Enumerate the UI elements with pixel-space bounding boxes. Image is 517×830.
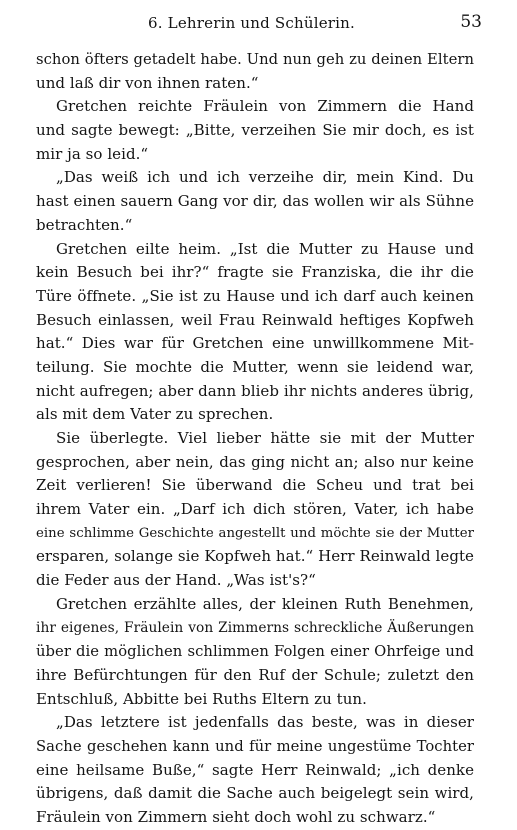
text-line: Zeit verlieren! Sie überwand die Scheu und trat bei: [36, 476, 474, 495]
text-line: „Das letztere ist jedenfalls das beste, was in dieser: [56, 713, 474, 732]
text-line: Gretchen reichte Fräulein von Zimmern die Hand: [56, 97, 474, 116]
text-line: und sagte bewegt: „Bitte, verzeihen Sie mir doch, es ist: [36, 121, 474, 140]
page-header: [36, 12, 482, 36]
text-line: Gretchen erzählte alles, der kleinen Ruth Benehmen,: [56, 594, 474, 613]
text-line: Sache geschehen kann und für meine ungestüme Tochter: [36, 737, 474, 755]
text-line: Besuch einlassen, weil Frau Reinwald heftiges Kopfweh: [36, 310, 474, 329]
text-line: nicht aufregen; aber dann blieb ihr nichts anderes übrig,: [36, 381, 474, 400]
text-line: ihrem Vater ein. „Darf ich dich stören, Vater, ich habe: [36, 500, 474, 519]
text-line: hat.“ Dies war für Gretchen eine unwillkommene Mit-: [36, 334, 474, 353]
text-line: Türe öffnete. „Sie ist zu Hause und ich darf auch keinen: [36, 286, 474, 305]
text-line: Entschluß, Abbitte bei Ruths Eltern zu tun.: [36, 689, 367, 708]
text-line: Gretchen eilte heim. „Ist die Mutter zu Hause und: [56, 239, 474, 258]
text-line: gesprochen, aber nein, das ging nicht an; also nur keine: [36, 452, 474, 471]
text-line: „Das weiß ich und ich verzeihe dir, mein Kind. Du: [56, 168, 474, 187]
text-line: teilung. Sie mochte die Mutter, wenn sie leidend war,: [36, 357, 474, 376]
text-line: als mit dem Vater zu sprechen.: [36, 405, 274, 424]
text-line: übrigens, daß damit die Sache auch beigelegt sein wird,: [36, 784, 474, 803]
text-line: die Feder aus der Hand. „Was ist's?“: [36, 571, 316, 590]
page-number: 53: [460, 12, 482, 32]
text-line: über die möglichen schlimmen Folgen einer Ohrfeige und: [36, 643, 474, 661]
text-line: eine heilsame Buße,“ sagte Herr Reinwald; „ich denke: [36, 760, 474, 779]
text-line: eine schlimme Geschichte angestellt und möchte sie der Mutter: [36, 525, 474, 541]
text-line: und laß dir von ihnen raten.“: [36, 73, 259, 92]
text-line: ihre Befürchtungen für den Ruf der Schule; zuletzt den: [36, 665, 474, 684]
text-line: ersparen, solange sie Kopfweh hat.“ Herr Reinwald legte: [36, 547, 474, 566]
text-line: hast einen sauern Gang vor dir, das wollen wir als Sühne: [36, 192, 474, 211]
running-title: 6. Lehrerin und Schülerin.: [148, 14, 355, 32]
text-line: betrachten.“: [36, 215, 133, 234]
text-line: kein Besuch bei ihr?“ fragte sie Franziska, die ihr die: [36, 263, 474, 282]
text-line: Fräulein von Zimmern sieht doch wohl zu schwarz.“: [36, 808, 436, 826]
text-line: ihr eigenes, Fräulein von Zimmerns schreckliche Äußerungen: [36, 619, 474, 636]
text-line: mir ja so leid.“: [36, 144, 149, 163]
body-text: [36, 48, 474, 830]
text-line: Sie überlegte. Viel lieber hätte sie mit der Mutter: [56, 429, 474, 447]
text-line: schon öfters getadelt habe. Und nun geh zu deinen Eltern: [36, 51, 474, 68]
